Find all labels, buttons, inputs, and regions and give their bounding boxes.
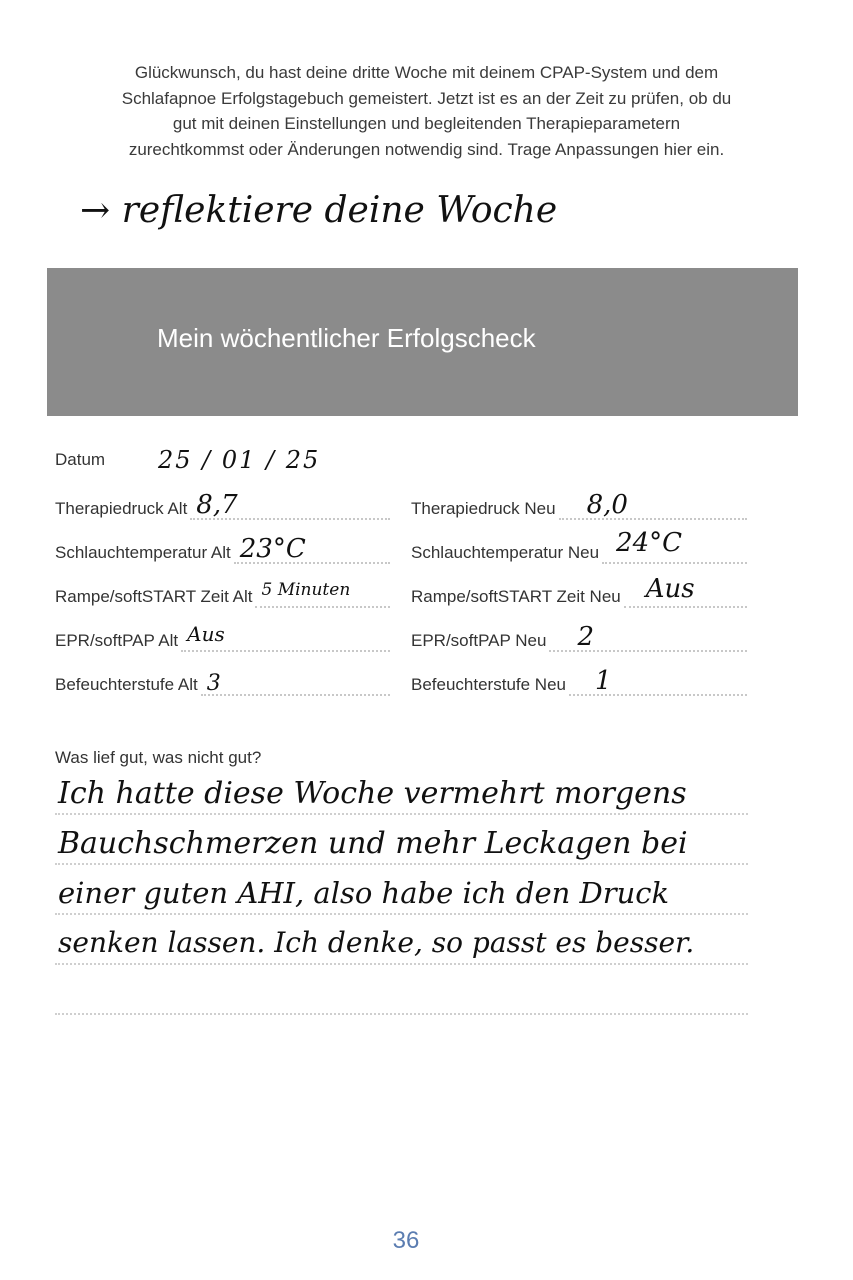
field-value: 8,0 — [586, 490, 628, 520]
field-epr-alt[interactable] — [55, 622, 390, 652]
intro-line: zurechtkommst oder Änderungen notwendig sind. Trage Anpassungen hier ein. — [128, 140, 725, 160]
field-value: Aus — [187, 622, 225, 646]
reflection-line: Bauchschmerzen und mehr Leckagen bei — [58, 826, 688, 861]
field-label: EPR/softPAP Neu — [411, 631, 547, 650]
field-rampe-neu[interactable] — [411, 574, 747, 608]
writing-line — [55, 1013, 748, 1015]
field-value: 1 — [594, 666, 612, 696]
field-label: Rampe/softSTART Zeit Neu — [411, 587, 621, 606]
writing-line — [55, 813, 748, 815]
field-label: Befeuchterstufe Neu — [411, 675, 566, 694]
writing-line — [55, 913, 748, 915]
field-value: 8,7 — [196, 490, 238, 520]
field-epr-neu[interactable] — [411, 622, 747, 652]
writing-line — [55, 963, 748, 965]
writing-line — [55, 863, 748, 865]
reflection-question: Was lief gut, was nicht gut? — [55, 748, 262, 767]
intro-line: Glückwunsch, du hast deine dritte Woche mit deinem CPAP-System und dem — [134, 63, 719, 82]
section-title: Mein wöchentlicher Erfolgscheck — [157, 323, 536, 353]
field-value: 24°C — [616, 528, 683, 558]
field-therapiedruck-neu[interactable] — [411, 490, 747, 520]
date-label: Datum — [55, 450, 106, 469]
field-value: Aus — [645, 574, 695, 604]
section-header — [47, 268, 798, 416]
field-label: Schlauchtemperatur Neu — [411, 543, 600, 562]
field-befeuchter-neu[interactable] — [411, 666, 747, 696]
reflection-line: senken lassen. Ich denke, so passt es besser. — [58, 926, 695, 959]
field-label: Rampe/softSTART Zeit Alt — [55, 587, 253, 606]
reflection-line: Ich hatte diese Woche vermehrt morgens — [58, 776, 687, 811]
field-label: Therapiedruck Neu — [411, 499, 556, 518]
page-number: 36 — [392, 1227, 420, 1254]
field-schlauchtemperatur-alt[interactable] — [55, 534, 390, 564]
field-schlauchtemperatur-neu[interactable] — [411, 528, 747, 564]
date-value[interactable]: 25 / 01 / 25 — [158, 446, 321, 474]
field-value: 2 — [577, 622, 594, 652]
field-label: Befeuchterstufe Alt — [55, 675, 198, 694]
intro-line: gut mit deinen Einstellungen und begleitenden Therapieparametern — [172, 114, 681, 134]
handwritten-note: → reflektiere deine Woche — [80, 190, 558, 231]
field-value: 3 — [206, 671, 221, 696]
field-befeuchter-alt[interactable] — [55, 666, 390, 696]
reflection-line: einer guten AHI, also habe ich den Druck — [58, 876, 670, 910]
field-rampe-alt[interactable] — [55, 578, 390, 608]
field-label: Schlauchtemperatur Alt — [55, 543, 231, 562]
field-label: EPR/softPAP Alt — [55, 631, 179, 650]
intro-text — [40, 60, 813, 163]
field-label: Therapiedruck Alt — [55, 499, 188, 518]
field-value: 5 Minuten — [261, 580, 351, 600]
intro-line: Schlafapnoe Erfolgstagebuch gemeistert. Jetzt ist es an der Zeit zu prüfen, ob du — [121, 88, 732, 108]
field-therapiedruck-alt[interactable] — [55, 490, 390, 520]
field-value: 23°C — [239, 534, 306, 564]
